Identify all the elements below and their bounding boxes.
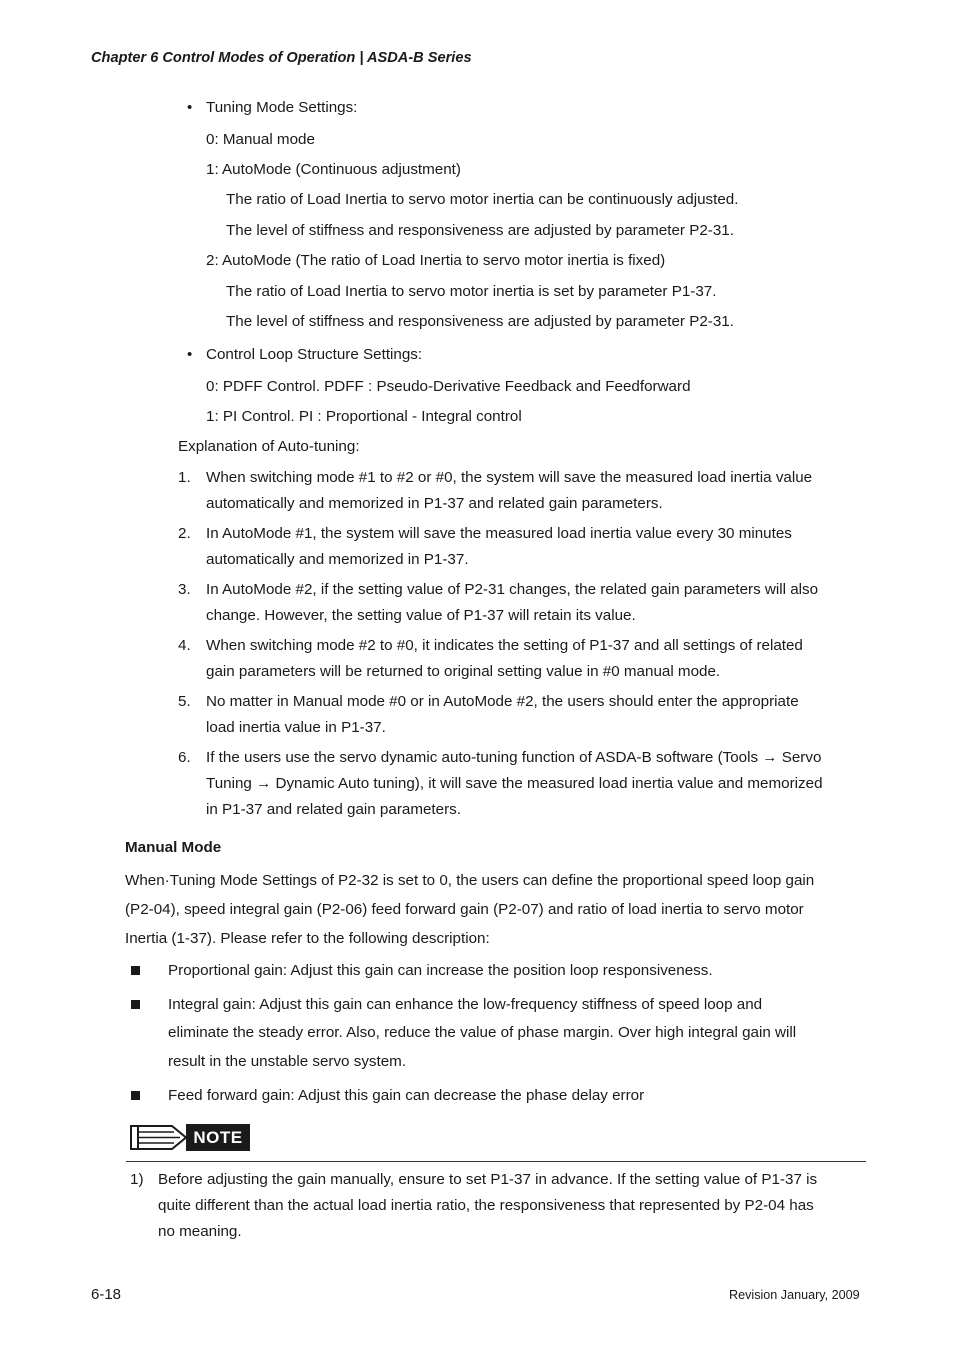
list-item-number: 5. <box>178 693 191 710</box>
square-bullet-icon <box>131 1091 140 1100</box>
page-number: 6-18 <box>91 1286 122 1303</box>
list-item-number: 6. <box>178 749 191 766</box>
note-item-text: no meaning. <box>158 1223 242 1240</box>
list-item-text: automatically and memorized in P1-37. <box>206 551 469 568</box>
tuning-mode-title: Tuning Mode Settings: <box>206 99 358 116</box>
list-item-text: gain parameters will be returned to original setting value in #0 manual mode. <box>206 663 721 680</box>
tuning-option-1-desc-1: The ratio of Load Inertia to servo motor inertia can be continuously adjusted. <box>226 191 739 208</box>
list-item-text: No matter in Manual mode #0 or in AutoMode #2, the users should enter the appropriate <box>206 693 799 710</box>
integral-gain-item: Integral gain: Adjust this gain can enhance the low-frequency stiffness of speed loop and <box>168 996 763 1013</box>
tuning-option-2-desc-2: The level of stiffness and responsiveness are adjusted by parameter P2-31. <box>226 313 734 330</box>
autotuning-title: Explanation of Auto-tuning: <box>178 438 360 455</box>
list-item-text: automatically and memorized in P1-37 and related gain parameters. <box>206 495 663 512</box>
list-item-text: When switching mode #1 to #2 or #0, the system will save the measured load inertia value <box>206 469 813 486</box>
note-item-text: Before adjusting the gain manually, ensure to set P1-37 in advance. If the setting value of P1-37 is <box>158 1171 818 1188</box>
bullet-icon: • <box>187 99 193 116</box>
note-item-number: 1) <box>130 1171 144 1188</box>
tuning-option-2-desc-1: The ratio of Load Inertia to servo motor inertia is set by parameter P1-37. <box>226 283 717 300</box>
list-item-text: When switching mode #2 to #0, it indicates the setting of P1-37 and all settings of related <box>206 637 803 654</box>
tuning-option-0: 0: Manual mode <box>206 131 315 148</box>
tuning-option-2: 2: AutoMode (The ratio of Load Inertia to servo motor inertia is fixed) <box>206 252 666 269</box>
manual-mode-paragraph-line: (P2-04), speed integral gain (P2-06) feed forward gain (P2-07) and ratio of load inertia to servo motor <box>125 901 804 918</box>
proportional-gain-item: Proportional gain: Adjust this gain can increase the position loop responsiveness. <box>168 962 713 979</box>
tuning-option-1-desc-2: The level of stiffness and responsiveness are adjusted by parameter P2-31. <box>226 222 734 239</box>
page-header: Chapter 6 Control Modes of Operation | ASDA-B Series <box>91 50 472 66</box>
list-item-text: change. However, the setting value of P1-37 will retain its value. <box>206 607 636 624</box>
square-bullet-icon <box>131 966 140 975</box>
list-item-text: In AutoMode #1, the system will save the measured load inertia value every 30 minutes <box>206 525 792 542</box>
square-bullet-icon <box>131 1000 140 1009</box>
note-arrow-icon <box>130 1124 190 1151</box>
note-item-text: quite different than the actual load inertia ratio, the responsiveness that represented by P2-04 has <box>158 1197 814 1214</box>
list-item-text: Tuning → Dynamic Auto tuning), it will save the measured load inertia value and memorized <box>206 775 823 792</box>
manual-mode-paragraph-line: Inertia (1-37). Please refer to the following description: <box>125 930 490 947</box>
list-item-text: load inertia value in P1-37. <box>206 719 386 736</box>
divider <box>126 1161 866 1162</box>
manual-mode-heading: Manual Mode <box>125 839 222 856</box>
integral-gain-item: eliminate the steady error. Also, reduce the value of phase margin. Over high integral gain will <box>168 1024 797 1041</box>
control-option-1: 1: PI Control. PI : Proportional - Integral control <box>206 408 522 425</box>
control-option-0: 0: PDFF Control. PDFF : Pseudo-Derivative Feedback and Feedforward <box>206 378 691 395</box>
revision-date: Revision January, 2009 <box>729 1288 860 1302</box>
list-item-text: In AutoMode #2, if the setting value of P2-31 changes, the related gain parameters will also <box>206 581 819 598</box>
list-item-number: 1. <box>178 469 191 486</box>
tuning-option-1: 1: AutoMode (Continuous adjustment) <box>206 161 461 178</box>
list-item-number: 2. <box>178 525 191 542</box>
feed-forward-gain-item: Feed forward gain: Adjust this gain can decrease the phase delay error <box>168 1087 645 1104</box>
list-item-text: If the users use the servo dynamic auto-tuning function of ASDA-B software (Tools → Servo <box>206 749 822 766</box>
note-label: NOTE <box>186 1124 250 1151</box>
list-item-text: in P1-37 and related gain parameters. <box>206 801 461 818</box>
bullet-icon: • <box>187 346 193 363</box>
manual-mode-paragraph-line: When·Tuning Mode Settings of P2-32 is set to 0, the users can define the proportional speed loop gain <box>125 872 815 889</box>
list-item-number: 4. <box>178 637 191 654</box>
integral-gain-item: result in the unstable servo system. <box>168 1053 407 1070</box>
list-item-number: 3. <box>178 581 191 598</box>
control-loop-title: Control Loop Structure Settings: <box>206 346 423 363</box>
